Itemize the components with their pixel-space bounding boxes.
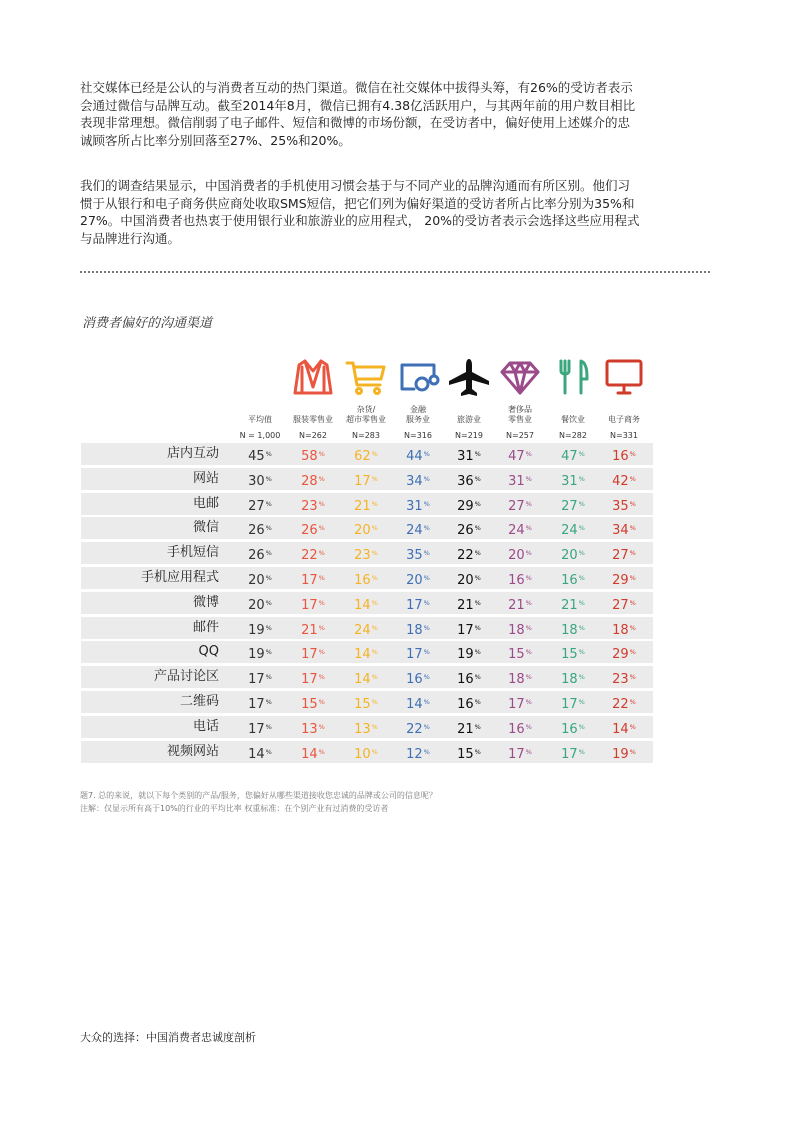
table-cell: 20% <box>248 597 272 613</box>
table-cell: 15% <box>457 746 481 762</box>
table-cell: 26% <box>248 523 272 539</box>
table-cell: 17% <box>561 746 585 762</box>
table-cell: 20% <box>248 572 272 588</box>
table-cell: 15% <box>354 696 378 712</box>
table-row <box>81 443 653 465</box>
table-cell: 15% <box>301 696 325 712</box>
table-cell: 17% <box>301 647 325 663</box>
table-cell: 22% <box>406 721 430 737</box>
table-cell: 26% <box>301 523 325 539</box>
table-cell: 31% <box>406 498 430 514</box>
table-cell: 17% <box>508 696 532 712</box>
table-cell: 17% <box>301 597 325 613</box>
table-cell: 17% <box>406 597 430 613</box>
column-header: 杂货/ 超市零售业 <box>346 405 386 424</box>
table-cell: 23% <box>612 672 636 688</box>
shopping-cart-icon <box>343 356 389 398</box>
column-header: 电子商务 <box>608 415 640 424</box>
table-cell: 27% <box>612 548 636 564</box>
row-label: 邮件 <box>192 619 219 635</box>
table-cell: 21% <box>561 597 585 613</box>
table-cell: 14% <box>354 647 378 663</box>
table-row <box>81 468 653 490</box>
table-cell: 16% <box>457 696 481 712</box>
table-cell: 21% <box>508 597 532 613</box>
table-cell: 22% <box>301 548 325 564</box>
table-cell: 21% <box>354 498 378 514</box>
row-label: 手机应用程式 <box>140 569 219 585</box>
table-cell: 15% <box>508 647 532 663</box>
table-row <box>81 716 653 738</box>
table-cell: 12% <box>406 746 430 762</box>
table-cell: 45% <box>248 449 272 464</box>
table-cell: 18% <box>561 622 585 638</box>
table-cell: 35% <box>406 548 430 564</box>
column-sample-size: N=262 <box>299 431 327 440</box>
table-cell: 13% <box>354 721 378 737</box>
table-cell: 14% <box>406 696 430 712</box>
table-cell: 29% <box>612 647 636 663</box>
table-cell: 17% <box>406 647 430 663</box>
table-cell: 17% <box>561 696 585 712</box>
column-sample-size: N=219 <box>455 431 483 440</box>
column-sample-size: N = 1,000 <box>239 431 281 440</box>
table-cell: 26% <box>457 523 481 539</box>
fork-knife-icon <box>550 356 596 398</box>
column-header: 金融 服务业 <box>406 405 430 424</box>
table-cell: 31% <box>508 473 532 489</box>
table-cell: 20% <box>406 572 430 588</box>
table-cell: 16% <box>561 721 585 737</box>
table-cell: 22% <box>457 548 481 564</box>
row-label: 微博 <box>192 594 219 610</box>
table-cell: 21% <box>457 597 481 613</box>
table-row <box>81 517 653 539</box>
intro-paragraph-2: 我们的调查结果显示，中国消费者的手机使用习惯会基于与不同产业的品牌沟通而有所区别。他们习惯于从银行和电子商务供应商处收取SMS短信，把它们列为偏好渠道的受访者所占比率分别为35%和27%。中国消费者也热衷于使用银行业和旅游业的应用程式， 20%的受访者表示会选择这些应用程式与品牌进行沟通。 <box>80 178 640 246</box>
row-label: 微信 <box>192 520 219 536</box>
row-label: 网站 <box>192 470 219 486</box>
table-cell: 34% <box>612 523 636 539</box>
table-cell: 20% <box>561 548 585 564</box>
table-cell: 17% <box>508 746 532 762</box>
table-cell: 14% <box>354 672 378 688</box>
table-cell: 19% <box>457 647 481 663</box>
table-cell: 23% <box>354 548 378 564</box>
table-cell: 24% <box>508 523 532 539</box>
chart-title: 消费者偏好的沟通渠道 <box>82 316 213 331</box>
table-cell: 31% <box>457 449 481 464</box>
table-cell: 17% <box>248 721 272 737</box>
table-cell: 19% <box>248 622 272 638</box>
table-cell: 27% <box>248 498 272 514</box>
row-label: QQ <box>198 644 219 660</box>
column-sample-size: N=257 <box>506 431 534 440</box>
table-cell: 20% <box>354 523 378 539</box>
table-cell: 36% <box>457 473 481 489</box>
column-header: 旅游业 <box>457 415 481 424</box>
table-cell: 18% <box>406 622 430 638</box>
table-cell: 27% <box>561 498 585 514</box>
table-cell: 18% <box>612 622 636 638</box>
table-row <box>81 741 653 763</box>
table-cell: 24% <box>561 523 585 539</box>
table-cell: 16% <box>406 672 430 688</box>
table-cell: 21% <box>301 622 325 638</box>
table-cell: 20% <box>457 572 481 588</box>
column-sample-size: N=331 <box>610 431 638 440</box>
table-cell: 16% <box>561 572 585 588</box>
table-cell: 17% <box>354 473 378 489</box>
column-header: 餐饮业 <box>561 415 585 424</box>
footer-title: 大众的选择：中国消费者忠诚度剖析 <box>80 1031 256 1044</box>
table-cell: 62% <box>354 449 378 464</box>
table-cell: 16% <box>508 572 532 588</box>
table-cell: 29% <box>612 572 636 588</box>
table-row <box>81 691 653 713</box>
table-cell: 18% <box>561 672 585 688</box>
dotted-divider <box>80 271 710 273</box>
table-cell: 18% <box>508 672 532 688</box>
column-header: 服装零售业 <box>293 415 333 424</box>
table-cell: 15% <box>561 647 585 663</box>
table-row <box>81 666 653 688</box>
table-cell: 14% <box>354 597 378 613</box>
table-cell: 16% <box>354 572 378 588</box>
airplane-icon <box>446 356 492 398</box>
table-row <box>81 567 653 589</box>
table-cell: 13% <box>301 721 325 737</box>
table-cell: 20% <box>508 548 532 564</box>
column-header: 平均值 <box>248 415 272 424</box>
table-cell: 17% <box>301 672 325 688</box>
table-cell: 17% <box>248 696 272 712</box>
table-cell: 29% <box>457 498 481 514</box>
table-cell: 16% <box>612 449 636 464</box>
jacket-icon <box>290 356 336 398</box>
row-label: 店内互动 <box>166 446 219 461</box>
table-cell: 31% <box>561 473 585 489</box>
table-cell: 26% <box>248 548 272 564</box>
table-cell: 34% <box>406 473 430 489</box>
column-header: 奢侈品 零售业 <box>508 405 532 424</box>
diamond-icon <box>497 356 543 398</box>
table-cell: 47% <box>508 449 532 464</box>
table-cell: 17% <box>301 572 325 588</box>
table-cell: 23% <box>301 498 325 514</box>
table-cell: 10% <box>354 746 378 762</box>
table-cell: 58% <box>301 449 325 464</box>
table-cell: 14% <box>248 746 272 762</box>
column-sample-size: N=282 <box>559 431 587 440</box>
table-cell: 14% <box>612 721 636 737</box>
table-row <box>81 592 653 614</box>
table-cell: 21% <box>457 721 481 737</box>
table-cell: 16% <box>508 721 532 737</box>
column-sample-size: N=316 <box>404 431 432 440</box>
table-cell: 35% <box>612 498 636 514</box>
table-cell: 44% <box>406 449 430 464</box>
row-label: 视频网站 <box>166 743 219 759</box>
table-cell: 24% <box>406 523 430 539</box>
row-label: 电邮 <box>192 495 219 511</box>
row-label: 电话 <box>192 718 219 734</box>
row-label: 产品讨论区 <box>153 669 219 685</box>
survey-question-note: 题7. 总的来说，就以下每个类别的产品/服务，您偏好从哪些渠道接收您忠诚的品牌或公司的信息呢？ <box>80 791 437 800</box>
table-row <box>81 617 653 639</box>
table-row <box>81 493 653 515</box>
table-cell: 27% <box>508 498 532 514</box>
table-body <box>81 443 653 765</box>
table-cell: 19% <box>612 746 636 762</box>
table-cell: 19% <box>248 647 272 663</box>
column-sample-size: N=283 <box>352 431 380 440</box>
table-cell: 30% <box>248 473 272 489</box>
table-cell: 24% <box>354 622 378 638</box>
table-row <box>81 542 653 564</box>
table-cell: 17% <box>248 672 272 688</box>
table-cell: 47% <box>561 449 585 464</box>
table-cell: 22% <box>612 696 636 712</box>
weighting-note: 注解：仅显示所有高于10%的行业的平均比率 权重标准：在个别产业有过消费的受访者 <box>80 804 389 813</box>
table-cell: 14% <box>301 746 325 762</box>
row-label: 手机短信 <box>166 545 219 561</box>
table-row <box>81 641 653 663</box>
table-cell: 42% <box>612 473 636 489</box>
table-cell: 17% <box>457 622 481 638</box>
table-cell: 27% <box>612 597 636 613</box>
table-cell: 16% <box>457 672 481 688</box>
table-cell: 18% <box>508 622 532 638</box>
row-label: 二维码 <box>179 693 219 709</box>
intro-paragraph-1: 社交媒体已经是公认的与消费者互动的热门渠道。微信在社交媒体中拔得头筹，有26%的受访者表示会通过微信与品牌互动。截至2014年8月，微信已拥有4.38亿活跃用户，与其两年前的用户数目相比表现非常理想。微信削弱了电子邮件、短信和微博的市场份额，在受访者中，偏好使用上述媒介的忠诚顾客所占比率分别回落至27%、25%和20%。 <box>80 80 636 148</box>
monitor-icon <box>601 356 647 398</box>
finance-icon <box>395 356 441 398</box>
table-cell: 28% <box>301 473 325 489</box>
